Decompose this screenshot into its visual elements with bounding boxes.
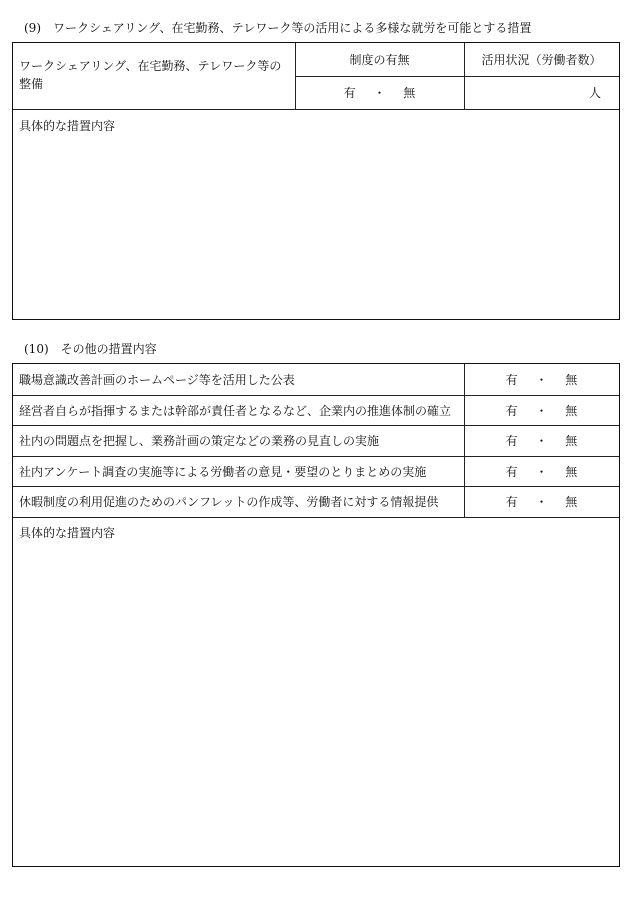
usage-worker-count-field[interactable] [464, 76, 619, 109]
measure-yes-no-option[interactable]: 有 ・ 無 [505, 495, 578, 509]
section9-details-field[interactable] [13, 110, 619, 319]
measure-row-label: 職場意識改善計画のホームページ等を活用した公表 [19, 373, 295, 387]
usage-unit: 人 [588, 86, 601, 100]
divider [295, 76, 619, 77]
section9-table [12, 42, 620, 320]
section10-title: その他の措置内容 [60, 342, 157, 356]
divider [13, 456, 619, 457]
measure-row-label: 経営者自らが指揮するまたは幹部が責任者となるなど、企業内の推進体制の確立 [19, 403, 452, 418]
system-header: 制度の有無 [349, 53, 410, 67]
section10-details-label: 具体的な措置内容 [19, 526, 116, 540]
measure-row-label: 社内の問題点を把握し、業務計画の策定などの業務の見直しの実施 [19, 434, 380, 448]
measure-yes-no-option[interactable]: 有 ・ 無 [505, 403, 578, 418]
divider [464, 364, 465, 517]
measure-yes-no-option[interactable]: 有 ・ 無 [505, 464, 578, 479]
section9-number: (9) [24, 21, 41, 35]
divider [13, 425, 619, 426]
divider [13, 486, 619, 487]
section9-title: ワークシェアリング、在宅勤務、テレワーク等の活用による多様な就労を可能とする措置 [53, 21, 532, 35]
system-yes-no-option[interactable]: 有 ・ 無 [343, 86, 416, 100]
divider [13, 395, 619, 396]
section10-number: (10) [24, 342, 49, 356]
usage-header: 活用状況（労働者数） [481, 53, 602, 67]
section9-heading [24, 19, 531, 36]
section9-row-label: ワークシェアリング、在宅勤務、テレワーク等の整備 [19, 59, 282, 91]
measure-yes-no-option[interactable]: 有 ・ 無 [505, 434, 578, 448]
section10-table [12, 363, 620, 867]
section9-details-label: 具体的な措置内容 [19, 119, 116, 133]
measure-yes-no-option[interactable]: 有 ・ 無 [505, 373, 578, 387]
section10-details-field[interactable] [13, 518, 619, 866]
section10-heading [24, 340, 157, 357]
measure-row-label: 休暇制度の利用促進のためのパンフレットの作成等、労働者に対する情報提供 [19, 495, 439, 509]
measure-row-label: 社内アンケート調査の実施等による労働者の意見・要望のとりまとめの実施 [19, 464, 427, 479]
